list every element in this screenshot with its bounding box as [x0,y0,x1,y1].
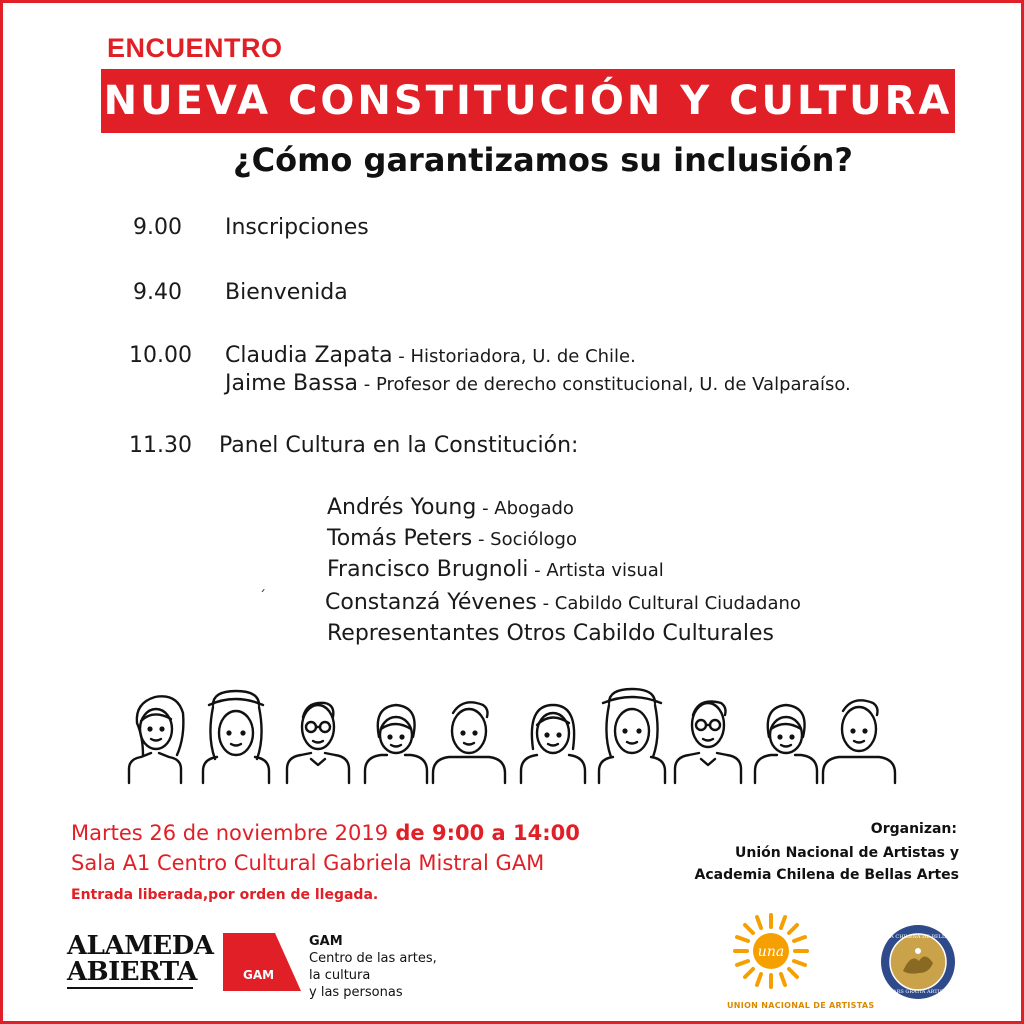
person-icon [129,696,183,783]
panelist-role: - Abogado [476,498,574,519]
panelist-role: - Artista visual [528,560,664,581]
una-mark: una [757,944,785,960]
seal-motto: ARS GRATIA ARTIS [892,989,944,995]
panelist-name: Constanzá Yévenes [325,590,537,615]
organizers-label: Organizan: [870,821,957,837]
panelist [327,557,664,582]
person-icon [823,700,895,783]
panelist-name: Representantes Otros Cabildo Culturales [327,621,774,646]
organizer-line: Academia Chilena de Bellas Artes [694,867,959,883]
program-time: 11.30 [129,433,192,458]
panelist [327,621,774,646]
logo-rule [67,987,193,989]
panelist [325,590,801,615]
event-date-line [71,821,580,845]
gam-tagline: la cultura [309,968,371,983]
program-title: Bienvenida [225,280,348,305]
panelist [327,495,574,520]
program-item [133,280,348,305]
program-item [129,433,578,458]
una-sun-logo [731,911,811,991]
speaker-name: Jaime Bassa [225,371,359,396]
person-icon [599,689,665,783]
academia-seal-logo [864,923,972,1001]
person-icon [521,705,585,783]
gam-logo-mark: GAM [243,968,275,982]
gam-description [309,933,437,1001]
person-icon [433,702,505,783]
event-title: NUEVA CONSTITUCIÓN Y CULTURA [103,78,953,124]
panelist-role: - Cabildo Cultural Ciudadano [536,593,801,614]
event-entry-note: Entrada liberada,por orden de llegada. [71,887,379,903]
gam-tagline: y las personas [309,985,403,1000]
program-item [129,343,636,368]
seal-text: ACADEMIA CHILENA DE BELLAS ARTES [864,934,972,940]
stray-mark: ´ [259,589,266,605]
speaker-name: Claudia Zapata [225,343,393,368]
program-time: 10.00 [129,343,192,368]
person-icon [755,705,817,783]
event-venue: Sala A1 Centro Cultural Gabriela Mistral GAM [71,851,545,875]
program-item [133,215,369,240]
organizer-line: Unión Nacional de Artistas y [735,845,959,861]
alameda-logo-line: ALAMEDA [67,931,214,961]
panelist [327,526,577,551]
gam-name: GAM [309,934,343,949]
event-kicker: ENCUENTRO [107,33,283,63]
una-caption: UNION NACIONAL DE ARTISTAS [727,1001,875,1010]
program-title: Inscripciones [225,215,369,240]
event-subtitle: ¿Cómo garantizamos su inclusión? [233,141,853,179]
title-banner [101,69,955,133]
event-date: Martes 26 de noviembre 2019 [71,821,389,845]
panelist-name: Andrés Young [327,495,477,520]
program-title: Panel Cultura en la Constitución: [219,433,579,458]
person-icon [365,705,427,783]
panelist-role: - Sociólogo [472,529,577,550]
event-hours: de 9:00 a 14:00 [388,821,580,845]
people-illustration [119,689,899,785]
gam-tagline: Centro de las artes, [309,951,437,966]
panelist-name: Francisco Brugnoli [327,557,529,582]
alameda-logo-line: ABIERTA [67,957,197,987]
speaker-role: - Profesor de derecho constitucional, U. de Valparaíso. [358,374,851,395]
person-icon [675,702,741,784]
program-time: 9.00 [133,215,182,240]
program-item [225,371,851,396]
gam-logo [223,933,301,991]
person-icon [287,703,349,783]
person-icon [203,691,269,783]
alameda-abierta-logo [67,931,214,989]
panelist-name: Tomás Peters [327,526,473,551]
program-time: 9.40 [133,280,182,305]
speaker-role: - Historiadora, U. de Chile. [392,346,636,367]
